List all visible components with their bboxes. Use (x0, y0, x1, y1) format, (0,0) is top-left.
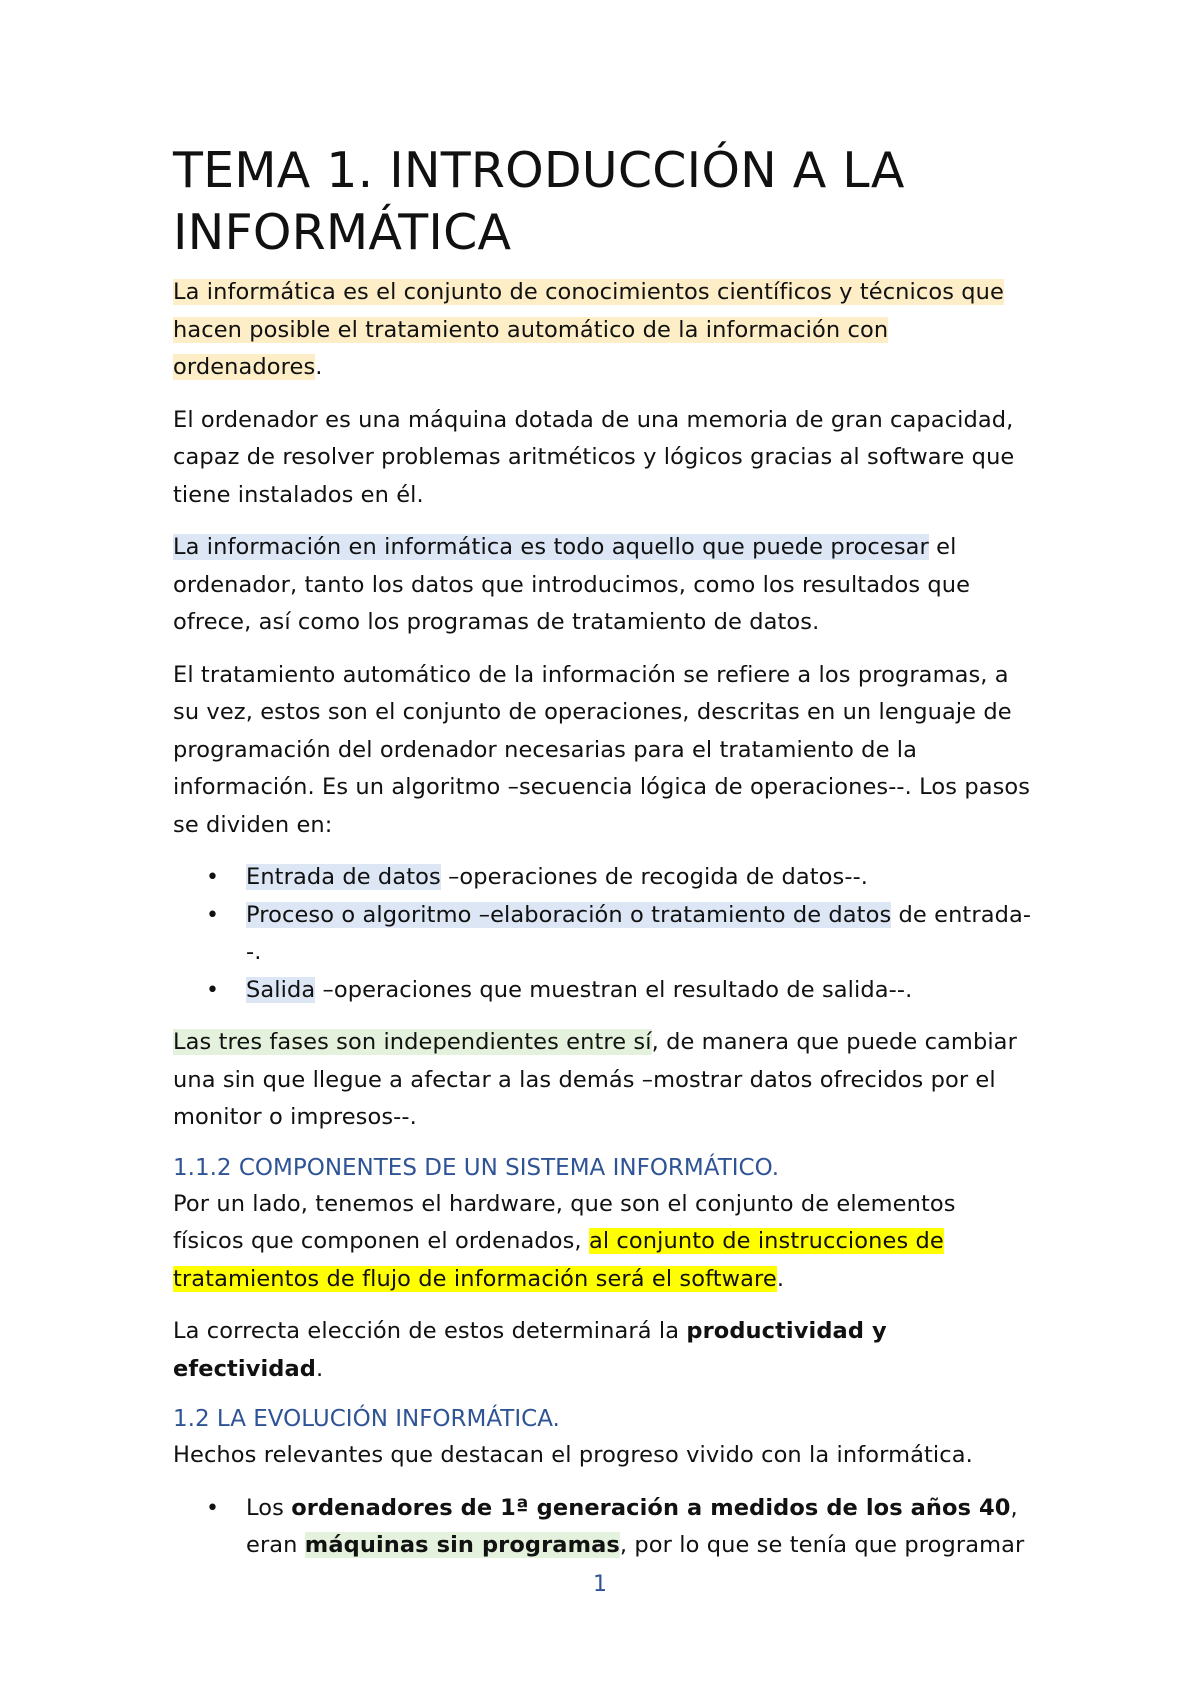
paragraph-text: el ordenador, tanto los datos que introducimos, como los resultados que ofrece, así como los programas de tratamiento de datos. (173, 534, 971, 635)
paragraph-text: . (315, 354, 323, 380)
page-number: 1 (593, 1572, 607, 1597)
section-heading-evolucion: 1.2 LA EVOLUCIÓN INFORMÁTICA. (173, 1406, 560, 1432)
highlight-blue: Entrada de datos (246, 864, 441, 890)
highlight-blue: Salida (246, 976, 316, 1003)
bold-text: productividad y efectividad (173, 1318, 887, 1382)
list-item (173, 972, 1033, 1010)
evolution-list (173, 1490, 1033, 1565)
highlight-yellow: al conjunto de instrucciones de tratamientos de flujo de información será el software (173, 1228, 944, 1292)
highlight-orange: La informática es el conjunto de conocimientos científicos y técnicos que hacen posible el tratamiento automático de la información con ordenadores (173, 279, 1004, 380)
paragraph-eleccion (173, 1313, 1033, 1388)
paragraph-informacion (173, 529, 1033, 642)
paragraph-ordenador: El ordenador es una máquina dotada de una memoria de gran capacidad, capaz de resolver problemas aritméticos y lógicos gracias al software que tiene instalados en él. (173, 406, 1015, 508)
list-item (173, 859, 1033, 897)
list-item-text: de entrada--. (246, 901, 1032, 965)
steps-list (173, 859, 1033, 1009)
highlight-blue: La información en informática es todo aquello que puede procesar (173, 534, 929, 560)
bullet-icon: • (206, 977, 220, 1003)
paragraph-definition-informatica (173, 274, 1033, 387)
paragraph-text: , de manera que puede cambiar una sin que llegue a afectar a las demás –mostrar datos ofrecidos por el monitor o impresos--. (173, 1029, 1017, 1130)
page-content (173, 140, 1033, 1580)
highlight-green: Las tres fases son independientes entre sí (173, 1029, 652, 1055)
paragraph-hardware-software (173, 1186, 1033, 1299)
paragraph-fases (173, 1024, 1033, 1137)
list-item-text: , eran (246, 1494, 1018, 1558)
list-item-text: , por lo que se tenía que programar (619, 1532, 1025, 1558)
bullet-icon: • (206, 865, 220, 890)
paragraph-hechos: Hechos relevantes que destacan el progreso vivido con la informática. (173, 1442, 973, 1468)
paragraph-text: La correcta elección de estos determinará la (173, 1318, 687, 1344)
paragraph-text: Por un lado, tenemos el hardware, que son el conjunto de elementos físicos que componen el ordenados, (173, 1190, 956, 1254)
list-item (173, 897, 1033, 972)
paragraph-text: . (316, 1355, 324, 1382)
list-item-text: Los (246, 1494, 292, 1521)
highlight-blue: Proceso o algoritmo –elaboración o tratamiento de datos (246, 901, 892, 928)
section-heading-componentes: 1.1.2 COMPONENTES DE UN SISTEMA INFORMÁTICO. (173, 1154, 780, 1181)
bullet-icon: • (206, 902, 220, 928)
page-title: TEMA 1. INTRODUCCIÓN A LA INFORMÁTICA (173, 142, 905, 261)
paragraph-text: . (776, 1265, 785, 1292)
list-item (173, 1490, 1033, 1565)
bold-text: ordenadores de 1ª generación a medidos de los años 40 (291, 1494, 1011, 1521)
bullet-icon: • (206, 1495, 220, 1521)
highlight-green: máquinas sin programas (304, 1532, 620, 1558)
list-item-text: –operaciones de recogida de datos--. (440, 864, 869, 890)
list-item-text: –operaciones que muestran el resultado de salida--. (315, 976, 913, 1003)
paragraph-tratamiento: El tratamiento automático de la información se refiere a los programas, a su vez, estos son el conjunto de operaciones, descritas en un lenguaje de programación del ordenador necesarias para el tratamiento de la información. Es un algoritmo –secuencia lógica de operaciones--. Los pasos se dividen en: (173, 661, 1031, 838)
